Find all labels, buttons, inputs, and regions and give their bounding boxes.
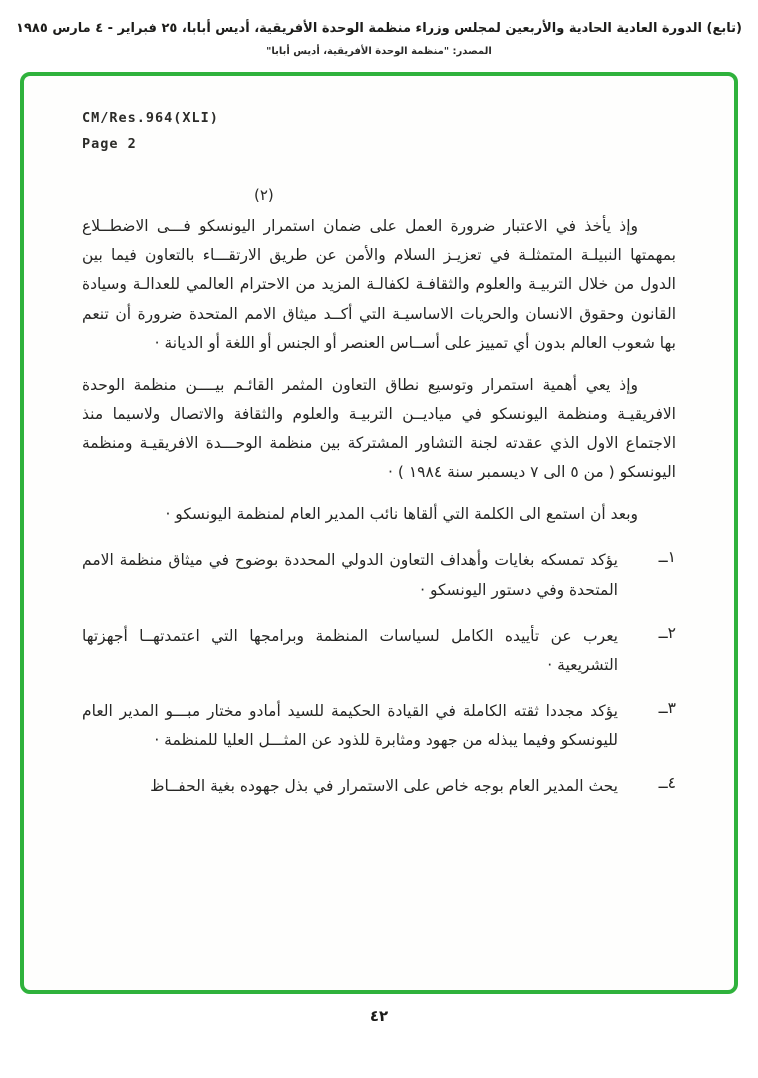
item-number: ١ــ bbox=[658, 548, 676, 567]
resolution-item bbox=[82, 772, 676, 801]
session-header-line: (تابع) الدورة العادية الحادية والأربعين لمجلس وزراء منظمة الوحدة الأفريقية، أديس أبابا، ٢٥ فبراير - ٤ مارس ١٩٨٥ bbox=[16, 21, 742, 36]
item-number: ٣ــ bbox=[658, 698, 676, 717]
scanned-page-frame bbox=[20, 72, 738, 994]
document-reference: CM/Res.964(XLI) bbox=[82, 110, 219, 127]
item-text: يحث المدير العام بوجه خاص على الاستمرار في بذل جهوده بغية الحفــاظ bbox=[150, 777, 618, 796]
item-text: يعرب عن تأييده الكامل لسياسات المنظمة وبرامجها التي اعتمدتهــا أجهزتها التشريعية · bbox=[82, 626, 618, 674]
item-number: ٤ــ bbox=[658, 774, 676, 793]
resolution-item bbox=[82, 697, 676, 755]
item-text: يؤكد مجددا ثقته الكاملة في القيادة الحكيمة للسيد أمادو مختار مبـــو المدير العام لليونسكو وفيما يبذله من جهود ومثابرة للذود عن المثـــل العليا للمنظمة · bbox=[82, 701, 618, 750]
page-number-footer: ٤٢ bbox=[369, 1007, 389, 1026]
resolution-item bbox=[82, 546, 676, 604]
item-number: ٢ــ bbox=[658, 623, 676, 642]
section-number: (٢) bbox=[254, 186, 274, 205]
document-page-label: Page 2 bbox=[82, 136, 137, 153]
paragraph-preamble-1: وإذ يأخذ في الاعتبار ضرورة العمل على ضمان استمرار اليونسكو فـــى الاضطــلاع بمهمتها النبيلـة المتمثلـة في تعزيـز السلام والأمن عن طريق الارتقـــاء بالتعاون فيما بين الدول من خلال التربيـة والعلوم والثقافـة لكفالـة المزيد من الاحترام العالمي للعدالـة وسيادة القانون وحقوق الانسان والحريات الاساسيـة التي أكــد ميثاق الامم المتحدة ضرورة أن تنعم بها شعوب العالم بدون أي تمييز على أســاس العنصر أو الجنس أو اللغة أو الديانة · bbox=[82, 217, 676, 352]
item-text: يؤكد تمسكه بغايات وأهداف التعاون الدولي المحددة بوضوح في ميثاق منظمة الامم المتحدة وفي دستور اليونسكو · bbox=[82, 551, 618, 599]
paragraph-preamble-3: وبعد أن استمع الى الكلمة التي ألقاها نائب المدير العام لمنظمة اليونسكو · bbox=[165, 505, 638, 524]
paragraph-preamble-2: وإذ يعي أهمية استمرار وتوسيع نطاق التعاون المثمر القائـم بيــــن منظمة الوحدة الافريقيـة ومنظمة اليونسكو في مياديــن التربيـة والعلوم والثقافة والاتصال ولاسيما منذ الاجتماع الاول الذي عقدته لجنة التشاور المشتركة بين منظمة الوحـــدة الافريقيـة ومنظمة اليونسكو ( من ٥ الى ٧ ديسمبر سنة ١٩٨٤ ) · bbox=[82, 375, 676, 482]
resolution-item bbox=[82, 622, 676, 680]
source-line: المصدر: "منظمة الوحدة الأفريقية، أديس أبابا" bbox=[266, 46, 492, 58]
